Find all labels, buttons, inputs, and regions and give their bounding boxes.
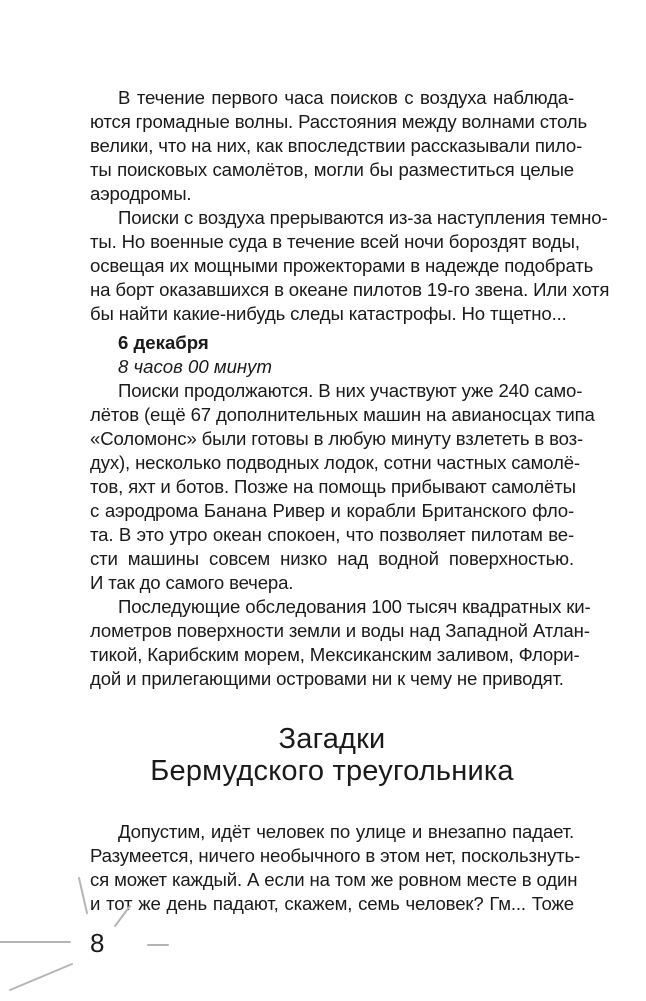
text-line: на борт оказавшихся в океане пилотов 19-го звена. Или хотя xyxy=(90,279,610,300)
text-line: ты. Но военные суда в течение всей ночи бороздят воды, xyxy=(90,231,580,252)
text-line: В течение первого часа поисков с воздуха наблюда- xyxy=(118,87,574,108)
text-line: ты поисковых самолётов, могли бы разместиться целые xyxy=(90,159,574,180)
time-heading: 8 часов 00 минут xyxy=(118,356,272,377)
text-line: Поиски продолжаются. В них участвуют уже 240 само- xyxy=(118,380,583,401)
text-line: дух), несколько подводных лодок, сотни частных самолё- xyxy=(90,452,580,473)
text-line: сти машины совсем низко над водной поверхностью. xyxy=(90,548,574,569)
text-line: лётов (ещё 67 дополнительных машин на авианосцах типа xyxy=(90,404,595,425)
text-line: аэродромы. xyxy=(90,183,192,204)
text-line: лометров поверхности земли и воды над Западной Атлан- xyxy=(90,620,590,641)
text-line: Допустим, идёт человек по улице и внезапно падает. xyxy=(118,821,574,842)
text-line: дой и прилегающими островами ни к чему не приводят. xyxy=(90,668,564,689)
section-title-line-1: Загадки xyxy=(278,723,386,755)
text-line: бы найти какие-нибудь следы катастрофы. Но тщетно... xyxy=(90,303,567,324)
text-line: Последующие обследования 100 тысяч квадратных ки- xyxy=(118,596,591,617)
text-line: тов, яхт и ботов. Позже на помощь прибывают самолёты xyxy=(90,476,576,497)
page-number: 8 xyxy=(90,928,105,958)
text-line: с аэродрома Банана Ривер и корабли Британского фло- xyxy=(90,500,574,521)
text-line: освещая их мощными прожекторами в надежде подобрать xyxy=(90,255,594,276)
text-line: «Соломонс» были готовы в любую минуту взлететь в воз- xyxy=(90,428,584,449)
text-line: ются громадные волны. Расстояния между волнами столь xyxy=(90,111,588,132)
text-line: И так до самого вечера. xyxy=(90,572,294,593)
text-line: и тот же день падают, скажем, семь человек? Гм... Тоже xyxy=(90,893,574,914)
text-line: Поиски с воздуха прерываются из-за наступления темно- xyxy=(118,207,608,228)
date-heading: 6 декабря xyxy=(118,332,209,353)
text-line: тикой, Карибским морем, Мексиканским заливом, Флори- xyxy=(90,644,580,665)
text-line: та. В это утро океан спокоен, что позволяет пилотам ве- xyxy=(90,524,574,545)
text-line: ся может каждый. А если на том же ровном месте в один xyxy=(90,869,578,890)
text-line: велики, что на них, как впоследствии рассказывали пило- xyxy=(90,135,583,156)
section-title-line-2: Бермудского треугольника xyxy=(150,755,514,787)
text-line: Разумеется, ничего необычного в этом нет, поскользнуть- xyxy=(90,845,581,866)
